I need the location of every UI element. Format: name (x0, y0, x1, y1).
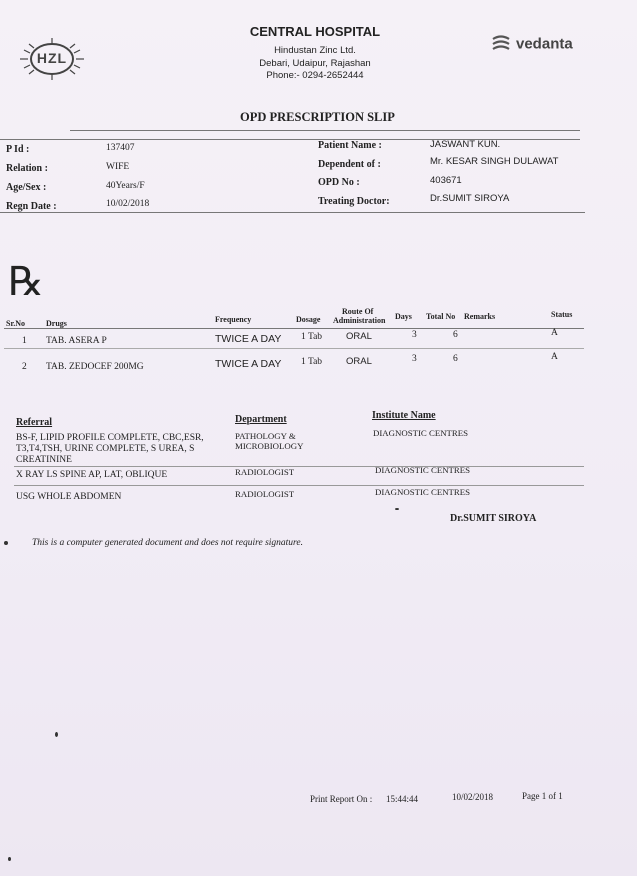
hzl-logo (18, 36, 86, 82)
vedanta-logo-text: vedanta (516, 35, 573, 53)
regn-date-label: Regn Date : (6, 201, 57, 212)
vedanta-swirl-icon (490, 33, 512, 55)
vedanta-logo (490, 33, 573, 55)
row2-srno: 2 (22, 362, 27, 372)
row2-dosage: 1 Tab (301, 357, 323, 367)
print-date: 10/02/2018 (452, 792, 494, 802)
referral-divider-2 (14, 485, 584, 486)
referral2-institute: DIAGNOSTIC CENTRES (375, 465, 471, 475)
row2-frequency: TWICE A DAY (215, 358, 282, 370)
opd-no-label: OPD No : (318, 177, 360, 188)
header-status: Status (551, 310, 573, 319)
agesex-label: Age/Sex : (6, 182, 47, 193)
referral3-department: RADIOLOGIST (235, 489, 295, 499)
page-number: Page 1 of 1 (522, 791, 563, 801)
row2-route: ORAL (346, 356, 372, 367)
print-report-label: Print Report On : (310, 794, 373, 804)
hzl-logo-text: HZL (36, 50, 68, 66)
header-srno: Sr.No (6, 319, 26, 328)
referral2-department: RADIOLOGIST (235, 467, 295, 477)
drug-header-divider (4, 328, 584, 329)
header-dosage: Dosage (296, 315, 321, 324)
header-route-line1: Route Of (342, 307, 374, 316)
scan-speck (55, 732, 58, 737)
row1-total: 6 (453, 330, 458, 340)
regn-date-value: 10/02/2018 (106, 199, 150, 209)
row1-srno: 1 (22, 336, 27, 346)
hospital-address: Debari, Udaipur, Rajashan (259, 58, 371, 69)
hospital-name: CENTRAL HOSPITAL (249, 24, 381, 39)
header-remarks: Remarks (464, 312, 496, 321)
dependent-label: Dependent of : (318, 159, 381, 170)
referral-divider-1 (14, 466, 584, 467)
title-divider (70, 130, 580, 131)
scan-speck (395, 508, 399, 510)
referral3-institute: DIAGNOSTIC CENTRES (375, 487, 471, 497)
institute-header: Institute Name (372, 410, 436, 421)
row2-total: 6 (453, 354, 458, 364)
header-drugs: Drugs (46, 319, 67, 328)
company-name: Hindustan Zinc Ltd. (274, 45, 356, 56)
header-total: Total No (426, 312, 456, 321)
referral-header: Referral (16, 417, 53, 428)
scan-speck (4, 541, 8, 545)
pid-value: 137407 (106, 143, 135, 153)
signing-doctor: Dr.SUMIT SIROYA (450, 513, 537, 524)
row2-drug: TAB. ZEDOCEF 200MG (46, 362, 144, 372)
patient-name-label: Patient Name : (318, 140, 382, 151)
pid-label: P Id : (6, 144, 30, 155)
row1-frequency: TWICE A DAY (215, 333, 282, 345)
hospital-phone: Phone:- 0294-2652444 (266, 70, 364, 81)
relation-value: WIFE (106, 162, 130, 172)
drug-row-divider (4, 348, 584, 349)
referral1-tests: BS-F, LIPID PROFILE COMPLETE, CBC,ESR, T3,T4,TSH, URINE COMPLETE, S UREA, S CREATININE (16, 433, 204, 465)
treating-doctor-value: Dr.SUMIT SIROYA (430, 193, 510, 204)
header-frequency: Frequency (215, 315, 252, 324)
row2-status: A (551, 352, 558, 362)
scan-speck (8, 857, 11, 861)
agesex-value: 40Years/F (106, 181, 145, 191)
print-time: 15:44:44 (386, 794, 419, 804)
row1-drug: TAB. ASERA P (46, 336, 107, 346)
referral1-institute: DIAGNOSTIC CENTRES (373, 428, 469, 438)
opd-no-value: 403671 (430, 175, 462, 186)
slip-title: OPD PRESCRIPTION SLIP (240, 110, 395, 124)
referral2-tests: X RAY LS SPINE AP, LAT, OBLIQUE (16, 470, 168, 480)
patient-name-value: JASWANT KUN. (430, 139, 501, 150)
treating-doctor-label: Treating Doctor: (318, 196, 390, 207)
row1-days: 3 (412, 330, 417, 340)
row1-route: ORAL (346, 331, 372, 342)
computer-generated-note: This is a computer generated document and does not require signature. (32, 538, 303, 548)
rx-symbol: ℞ (8, 259, 44, 304)
row2-days: 3 (412, 354, 417, 364)
department-header: Department (235, 414, 287, 425)
row1-dosage: 1 Tab (301, 332, 323, 342)
relation-label: Relation : (6, 163, 48, 174)
header-days: Days (395, 312, 412, 321)
referral1-department: PATHOLOGY & MICROBIOLOGY (235, 431, 304, 451)
dependent-value: Mr. KESAR SINGH DULAWAT (430, 156, 559, 167)
patient-bottom-divider (0, 212, 585, 213)
referral3-tests: USG WHOLE ABDOMEN (16, 492, 122, 502)
row1-status: A (551, 328, 558, 338)
header-route-line2: Administration (333, 316, 386, 325)
